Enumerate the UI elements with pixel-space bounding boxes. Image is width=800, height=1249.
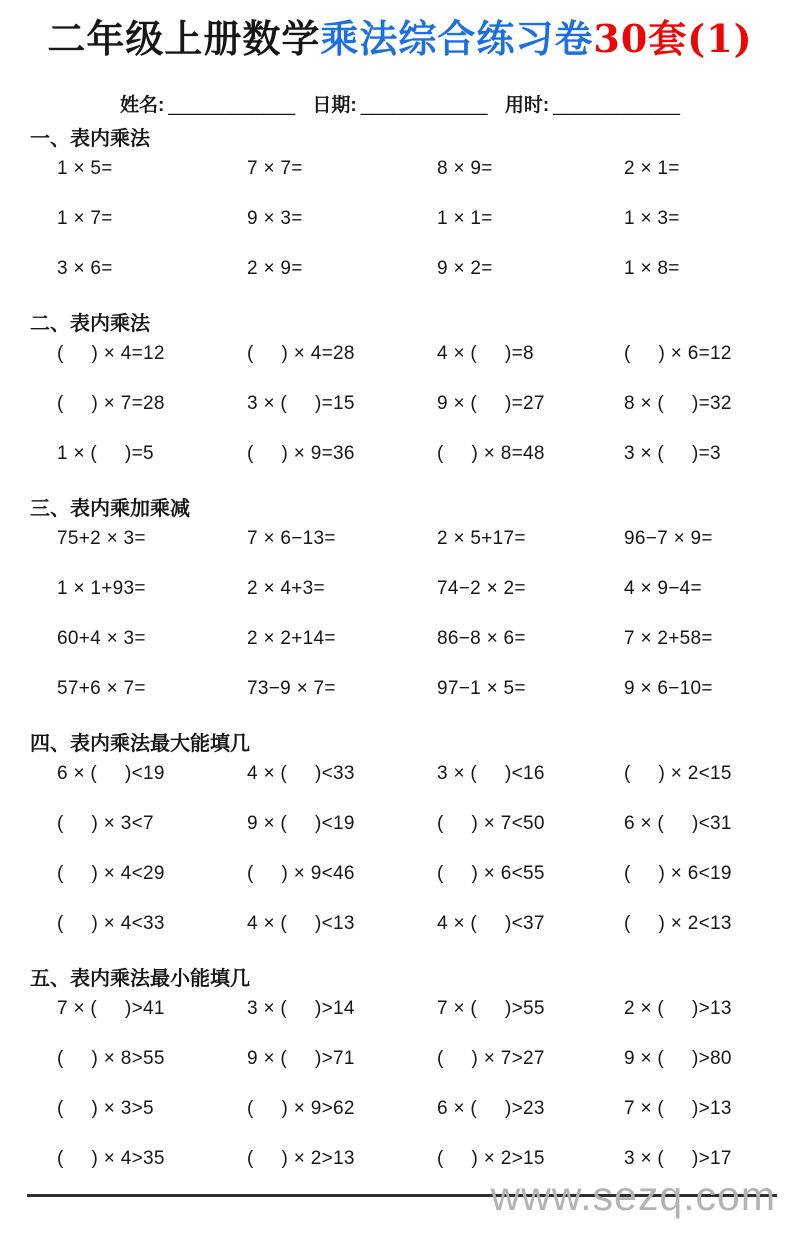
problem: ( ) × 3>5 <box>57 1098 154 1119</box>
problem: ( ) × 7=28 <box>57 393 165 414</box>
problem-row <box>0 627 800 677</box>
problem: 7 × 7= <box>247 158 303 179</box>
problem: 7 × 2+58= <box>624 628 713 649</box>
problem-row <box>0 997 800 1047</box>
section-heading: 一、表内乘法 <box>30 128 150 150</box>
problem: ( ) × 7>27 <box>437 1048 545 1069</box>
problem: 6 × ( )>23 <box>437 1098 545 1119</box>
section-5 <box>0 967 800 1197</box>
problem: 9 × ( )=27 <box>437 393 545 414</box>
section-heading: 五、表内乘法最小能填几 <box>30 968 250 990</box>
problem: 2 × ( )>13 <box>624 998 732 1019</box>
problem-row <box>0 157 800 207</box>
problem: 9 × ( )>80 <box>624 1048 732 1069</box>
name-blank: ____________ <box>168 95 296 116</box>
problem: ( ) × 6<19 <box>624 863 732 884</box>
problem: 86−8 × 6= <box>437 628 526 649</box>
problem: 3 × ( )<16 <box>437 763 545 784</box>
problem: 1 × 5= <box>57 158 113 179</box>
problem: 97−1 × 5= <box>437 678 526 699</box>
problem: ( ) × 9>62 <box>247 1098 355 1119</box>
problem: 9 × ( )<19 <box>247 813 355 834</box>
problem: 57+6 × 7= <box>57 678 146 699</box>
problem: 7 × ( )>13 <box>624 1098 732 1119</box>
problem-row <box>0 257 800 307</box>
date-label: 日期: <box>312 95 357 116</box>
section-2 <box>0 312 800 492</box>
problem: 2 × 5+17= <box>437 528 526 549</box>
problem: 7 × ( )>55 <box>437 998 545 1019</box>
problem-row <box>0 912 800 962</box>
problem: 1 × 7= <box>57 208 113 229</box>
title-grade-part: 二年级上册数学 <box>47 16 321 61</box>
problem: ( ) × 2>13 <box>247 1148 355 1169</box>
problem: 75+2 × 3= <box>57 528 146 549</box>
section-heading: 二、表内乘法 <box>30 313 150 335</box>
problem-row <box>0 762 800 812</box>
problem: 4 × ( )<13 <box>247 913 355 934</box>
problem: 3 × ( )=3 <box>624 443 721 464</box>
problem: 1 × 1+93= <box>57 578 146 599</box>
problem: 73−9 × 7= <box>247 678 336 699</box>
problem: ( ) × 2<13 <box>624 913 732 934</box>
problem: 9 × ( )>71 <box>247 1048 355 1069</box>
problem-row <box>0 812 800 862</box>
problem: 4 × 9−4= <box>624 578 702 599</box>
section-1 <box>0 127 800 307</box>
problem: ( ) × 2<15 <box>624 763 732 784</box>
problem: 6 × ( )<19 <box>57 763 165 784</box>
problem: ( ) × 9<46 <box>247 863 355 884</box>
section-heading: 四、表内乘法最大能填几 <box>30 733 250 755</box>
problem: 96−7 × 9= <box>624 528 713 549</box>
name-label: 姓名: <box>120 95 165 116</box>
time-blank: ____________ <box>553 95 680 116</box>
problem: ( ) × 6=12 <box>624 343 732 364</box>
problem: ( ) × 2>15 <box>437 1148 545 1169</box>
problem-row <box>0 527 800 577</box>
problem: ( ) × 8>55 <box>57 1048 165 1069</box>
section-3 <box>0 497 800 727</box>
problem: 3 × 6= <box>57 258 113 279</box>
problem: 4 × ( )<33 <box>247 763 355 784</box>
problem: ( ) × 4=12 <box>57 343 165 364</box>
page-footer <box>0 1173 800 1249</box>
title-subject-part: 乘法综合练习卷 <box>320 16 594 61</box>
problem: 3 × ( )>17 <box>624 1148 732 1169</box>
problem: 8 × ( )=32 <box>624 393 732 414</box>
problem: 6 × ( )<31 <box>624 813 732 834</box>
problem: 4 × ( )=8 <box>437 343 534 364</box>
problem: 7 × 6−13= <box>247 528 336 549</box>
problem-row <box>0 207 800 257</box>
problem: 3 × ( )>14 <box>247 998 355 1019</box>
problem: ( ) × 6<55 <box>437 863 545 884</box>
problem: ( ) × 4<33 <box>57 913 165 934</box>
section-4 <box>0 732 800 962</box>
problem-row <box>0 577 800 627</box>
problem: 2 × 9= <box>247 258 303 279</box>
problem: 9 × 6−10= <box>624 678 713 699</box>
problem: ( ) × 4=28 <box>247 343 355 364</box>
page-title <box>0 16 800 62</box>
problem-row <box>0 342 800 392</box>
problem-row <box>0 442 800 492</box>
title-set-number: 30套(1) <box>593 16 753 61</box>
problem: 1 × 1= <box>437 208 493 229</box>
problem: ( ) × 4<29 <box>57 863 165 884</box>
time-label: 用时: <box>504 95 550 116</box>
problem-row <box>0 392 800 442</box>
problem: 9 × 3= <box>247 208 303 229</box>
student-info-line <box>0 90 800 117</box>
problem: 2 × 2+14= <box>247 628 336 649</box>
problem: ( ) × 3<7 <box>57 813 154 834</box>
problem: 60+4 × 3= <box>57 628 146 649</box>
problem: 74−2 × 2= <box>437 578 526 599</box>
date-blank: ____________ <box>360 95 488 116</box>
watermark-text: www.sezq.com <box>490 1173 776 1219</box>
problem: 7 × ( )>41 <box>57 998 165 1019</box>
problem: 1 × 3= <box>624 208 680 229</box>
problem: ( ) × 4>35 <box>57 1148 165 1169</box>
problem: 3 × ( )=15 <box>247 393 355 414</box>
problem: ( ) × 8=48 <box>437 443 545 464</box>
problem: 4 × ( )<37 <box>437 913 545 934</box>
problem: 8 × 9= <box>437 158 493 179</box>
problem: ( ) × 7<50 <box>437 813 545 834</box>
section-heading: 三、表内乘加乘减 <box>30 498 190 520</box>
worksheet-sections <box>0 127 800 1197</box>
problem: 2 × 1= <box>624 158 680 179</box>
problem: 2 × 4+3= <box>247 578 325 599</box>
problem: 1 × ( )=5 <box>57 443 154 464</box>
problem: 9 × 2= <box>437 258 493 279</box>
problem: 1 × 8= <box>624 258 680 279</box>
problem: ( ) × 9=36 <box>247 443 355 464</box>
problem-row <box>0 1097 800 1147</box>
problem-row <box>0 1047 800 1097</box>
problem-row <box>0 677 800 727</box>
problem-row <box>0 862 800 912</box>
